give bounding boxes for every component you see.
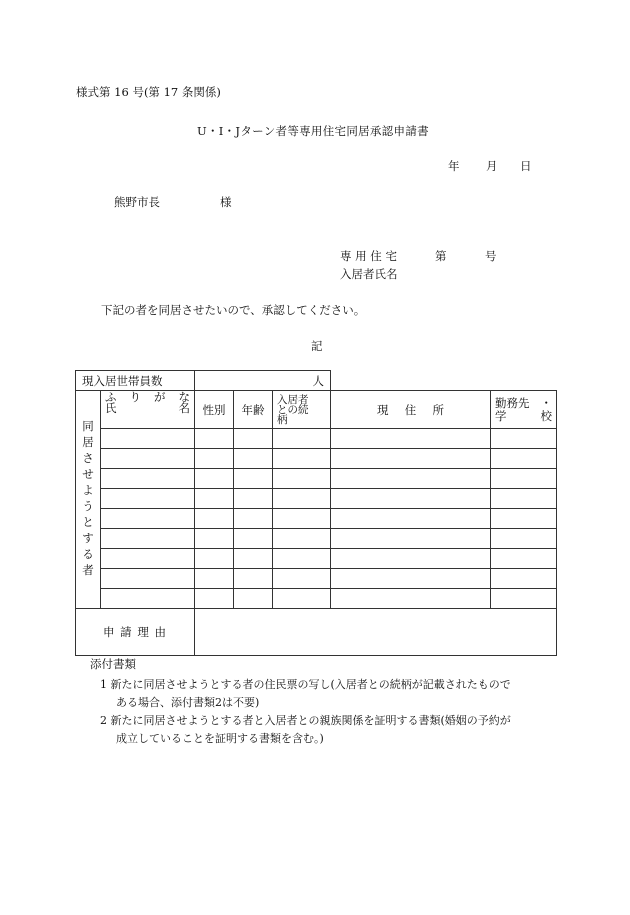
relation-cell[interactable] (273, 549, 331, 569)
relation-line: との続 (277, 403, 309, 416)
furigana-char: な (178, 390, 190, 404)
person-row (76, 529, 557, 549)
workplace-cell[interactable] (491, 509, 557, 529)
age-cell[interactable] (234, 429, 273, 449)
workplace-cell[interactable] (491, 449, 557, 469)
address-cell[interactable] (331, 509, 491, 529)
gender-header: 性別 (195, 391, 234, 429)
gender-cell[interactable] (195, 509, 234, 529)
number-prefix: 第 (435, 249, 447, 263)
name-char: 氏 (105, 401, 117, 415)
household-row (76, 371, 557, 391)
relation-cell[interactable] (273, 429, 331, 449)
address-cell[interactable] (331, 429, 491, 449)
age-cell[interactable] (234, 569, 273, 589)
name-cell[interactable] (101, 509, 195, 529)
name-cell[interactable] (101, 449, 195, 469)
household-unit: 人 (312, 373, 324, 388)
name-cell[interactable] (101, 469, 195, 489)
gender-cell[interactable] (195, 429, 234, 449)
workplace-cell[interactable] (491, 469, 557, 489)
workplace-cell[interactable] (491, 589, 557, 609)
name-cell[interactable] (101, 529, 195, 549)
relation-cell[interactable] (273, 529, 331, 549)
empty-area (331, 371, 557, 391)
work-text: 校 (540, 408, 552, 423)
age-cell[interactable] (234, 549, 273, 569)
name-cell[interactable] (101, 589, 195, 609)
person-row (76, 569, 557, 589)
relation-cell[interactable] (273, 449, 331, 469)
furigana-char: ふ (105, 390, 117, 404)
person-row (76, 449, 557, 469)
number-suffix: 号 (485, 249, 497, 263)
addressee-name: 熊野市長 (114, 195, 160, 209)
age-cell[interactable] (234, 529, 273, 549)
name-header (101, 391, 195, 429)
name-cell[interactable] (101, 429, 195, 449)
address-cell[interactable] (331, 469, 491, 489)
request-text: 下記の者を同居させたいので、承認してください。 (101, 303, 366, 317)
person-row (76, 589, 557, 609)
age-cell[interactable] (234, 469, 273, 489)
address-header (331, 391, 491, 429)
gender-cell[interactable] (195, 449, 234, 469)
address-cell[interactable] (331, 589, 491, 609)
relation-cell[interactable] (273, 509, 331, 529)
date-month: 月 (486, 159, 498, 173)
address-cell[interactable] (331, 529, 491, 549)
resident-name-label: 入居者氏名 (340, 267, 398, 281)
relation-cell[interactable] (273, 489, 331, 509)
side-char: と (82, 514, 94, 529)
person-row (76, 429, 557, 449)
name-cell[interactable] (101, 569, 195, 589)
age-cell[interactable] (234, 589, 273, 609)
attachment-item-2-line-2: 成立していることを証明する書類を含む。) (116, 732, 324, 745)
date-day: 日 (520, 159, 532, 173)
address-char: 住 (404, 402, 417, 417)
reason-row (76, 609, 557, 656)
workplace-header (491, 391, 557, 429)
furigana-char: り (129, 390, 141, 404)
person-row (76, 509, 557, 529)
reason-label: 申 請 理 由 (76, 609, 195, 656)
side-char: す (82, 530, 94, 545)
date-year: 年 (448, 159, 460, 173)
attachment-item-1-line-2: ある場合、添付書類2は不要) (116, 696, 260, 709)
address-cell[interactable] (331, 569, 491, 589)
furigana-char: が (154, 390, 166, 404)
side-label (76, 415, 100, 585)
gender-cell[interactable] (195, 589, 234, 609)
side-char: 者 (82, 562, 94, 577)
attachment-item-2-line-1: 2 新たに同居させようとする者と入居者との親族関係を証明する書類(婚姻の予約が (100, 714, 511, 727)
person-row (76, 489, 557, 509)
side-char: る (82, 546, 94, 561)
gender-cell[interactable] (195, 529, 234, 549)
form-number: 様式第 16 号(第 17 条関係) (76, 85, 221, 99)
work-text: 学 (495, 408, 507, 423)
person-row (76, 469, 557, 489)
workplace-cell[interactable] (491, 429, 557, 449)
workplace-cell[interactable] (491, 489, 557, 509)
relation-cell[interactable] (273, 569, 331, 589)
name-cell[interactable] (101, 489, 195, 509)
side-label-cell (76, 391, 101, 609)
side-char: よ (82, 482, 94, 497)
reason-cell[interactable] (195, 609, 557, 656)
side-char: う (82, 498, 94, 513)
ki-label: 記 (311, 339, 323, 353)
workplace-cell[interactable] (491, 529, 557, 549)
header-row (76, 391, 557, 429)
attachment-item-1-line-1: 1 新たに同居させようとする者の住民票の写し(入居者との続柄が記載されたもので (100, 678, 511, 691)
address-char: 現 (377, 402, 389, 417)
relation-cell[interactable] (273, 589, 331, 609)
household-count-cell[interactable] (195, 371, 331, 391)
age-cell[interactable] (234, 449, 273, 469)
address-cell[interactable] (331, 489, 491, 509)
document-title: U・I・Jターン者等専用住宅同居承認申請書 (197, 124, 429, 138)
side-char: 居 (82, 434, 94, 449)
attachments-heading: 添付書類 (90, 657, 136, 671)
side-char: せ (82, 466, 94, 481)
work-text: 勤務先 (495, 396, 530, 411)
side-char: さ (82, 450, 94, 465)
addressee-honorific: 様 (220, 195, 232, 209)
application-table (75, 370, 557, 656)
gender-cell[interactable] (195, 489, 234, 509)
gender-cell[interactable] (195, 469, 234, 489)
housing-label: 専 用 住 宅 (340, 249, 397, 263)
age-cell[interactable] (234, 509, 273, 529)
name-char: 名 (178, 401, 190, 415)
household-label: 現入居世帯員数 (76, 371, 195, 391)
gender-cell[interactable] (195, 549, 234, 569)
relation-line: 入居者 (277, 393, 309, 406)
address-char: 所 (432, 402, 444, 417)
address-cell[interactable] (331, 449, 491, 469)
gender-cell[interactable] (195, 569, 234, 589)
workplace-cell[interactable] (491, 549, 557, 569)
address-cell[interactable] (331, 549, 491, 569)
relation-header (273, 391, 331, 429)
age-header: 年齢 (234, 391, 273, 429)
relation-cell[interactable] (273, 469, 331, 489)
workplace-cell[interactable] (491, 569, 557, 589)
name-cell[interactable] (101, 549, 195, 569)
relation-line: 柄 (277, 413, 288, 426)
work-text: ・ (540, 396, 552, 411)
side-char: 同 (82, 418, 94, 433)
person-row (76, 549, 557, 569)
age-cell[interactable] (234, 489, 273, 509)
